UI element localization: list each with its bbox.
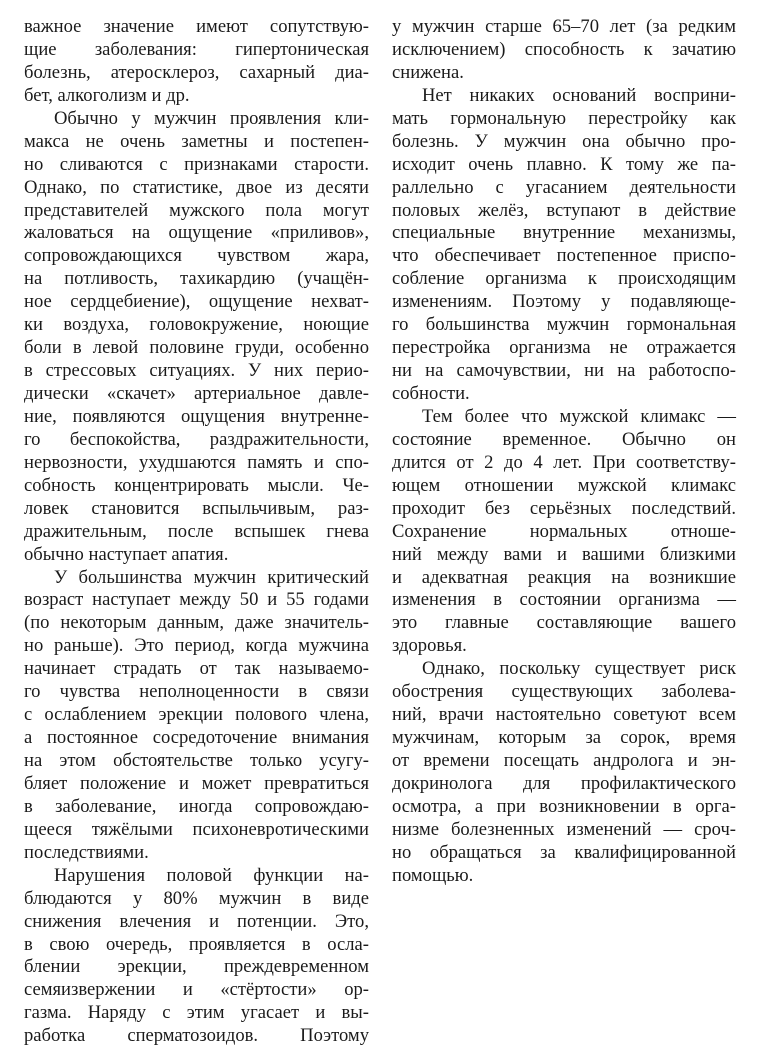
text-line: что обеспечивает постепенное приспо- xyxy=(392,245,736,267)
text-line: исключением) способность к зачатию xyxy=(392,38,736,60)
text-line: начинает страдать от так называемо- xyxy=(24,658,369,680)
text-line: ное сердцебиение), ощущение нехват- xyxy=(24,291,369,313)
text-line: го большинства мужчин гормональная xyxy=(392,314,736,336)
text-line: ний между вами и вашими близкими xyxy=(392,543,736,565)
text-line: болезнь, атеросклероз, сахарный диа- xyxy=(24,61,369,83)
text-line: ний, врачи настоятельно советуют всем xyxy=(392,704,736,726)
text-line: семяизвержении и «стёртости» ор- xyxy=(24,979,369,1001)
text-line: ни на самочувствии, ни на работоспо- xyxy=(392,360,736,382)
text-line: Нет никаких оснований восприни- xyxy=(422,84,736,106)
text-line: Тем более что мужской климакс — xyxy=(422,405,736,427)
text-line: и адекватная реакция на возникшие xyxy=(392,566,736,588)
text-line: представителей мужского пола могут xyxy=(24,199,369,221)
text-line: дически «скачет» артериальное давле- xyxy=(24,383,369,404)
text-line: сопровождающихся чувством жара, xyxy=(24,245,369,267)
text-line: изменениям. Поэтому у подавляюще- xyxy=(392,291,736,313)
text-line: работка сперматозоидов. Поэтому xyxy=(24,1025,369,1047)
text-line: го чувства неполноценности в связи xyxy=(24,681,369,703)
text-line: жаловаться на ощущение «приливов», xyxy=(24,222,369,244)
text-line: ющем отношении мужской климакс xyxy=(392,474,736,496)
text-line: собление организма к происходящим xyxy=(392,268,736,290)
text-line: собности. xyxy=(392,383,470,404)
text-line: возраст наступает между 50 и 55 годами xyxy=(24,589,369,611)
paragraph xyxy=(392,85,736,406)
text-line: ки воздуха, головокружение, ноющие xyxy=(24,314,369,336)
text-line: но обращаться за квалифицированной xyxy=(392,841,736,863)
text-line: это главные составляющие вашего xyxy=(392,612,736,634)
left-text-column xyxy=(24,16,369,1048)
text-line: ние, появляются ощущения внутренне- xyxy=(24,405,369,427)
text-line: состояние временное. Обычно он xyxy=(392,428,736,450)
text-line: половых желёз, вступают в действие xyxy=(392,199,736,221)
text-line: (по некоторым данным, даже значитель- xyxy=(24,612,369,634)
text-line: ловек становится вспыльчивым, раз- xyxy=(24,497,369,519)
text-line: газма. Наряду с этим угасает и вы- xyxy=(24,1002,369,1024)
text-line: на этом обстоятельстве только усугу- xyxy=(24,750,369,771)
text-line: бляет положение и может превратиться xyxy=(24,772,369,794)
text-line: осмотра, а при возникновении в орга- xyxy=(392,795,736,817)
text-line: мать гормональную перестройку как xyxy=(392,107,736,129)
text-line: на потливость, тахикардию (учащён- xyxy=(24,268,369,290)
text-line: специальные внутренние механизмы, xyxy=(392,222,736,244)
text-line: в заболевание, иногда сопровождаю- xyxy=(24,795,369,817)
text-line: блюдаются у 80% мужчин в виде xyxy=(24,887,369,909)
text-line: Обычно у мужчин проявления кли- xyxy=(54,107,369,129)
text-line: собность концентрировать мысли. Че- xyxy=(24,474,369,496)
paragraph xyxy=(24,16,369,108)
text-line: нервозности, ухудшаются память и спо- xyxy=(24,451,369,473)
text-line: Нарушения половой функции на- xyxy=(54,864,369,886)
text-line: У большинства мужчин критический xyxy=(54,566,369,588)
text-line: но сливаются с признаками старости. xyxy=(24,153,369,175)
text-line: докринолога для профилактического xyxy=(392,772,736,794)
text-line: последствиями. xyxy=(24,841,149,863)
text-line: щееся тяжёлыми психоневротическими xyxy=(24,818,369,840)
text-line: снижена. xyxy=(392,61,464,83)
paragraph xyxy=(392,16,736,85)
paragraph xyxy=(392,658,736,887)
text-line: обычно наступает апатия. xyxy=(24,543,229,565)
paragraph xyxy=(392,406,736,658)
text-line: длится от 2 до 4 лет. При соответству- xyxy=(392,451,736,473)
text-line: в свою очередь, проявляется в осла- xyxy=(24,933,369,955)
text-line: раллельно с угасанием деятельности xyxy=(392,176,736,198)
text-line: Сохранение нормальных отноше- xyxy=(392,520,736,542)
text-line: исходит очень плавно. К тому же па- xyxy=(392,153,736,175)
text-line: здоровья. xyxy=(392,635,467,657)
text-line: дражительным, после вспышек гнева xyxy=(24,520,369,542)
text-line: перестройка организма не отражается xyxy=(392,337,736,359)
text-line: го беспокойства, раздражительности, xyxy=(24,428,369,450)
text-line: болезнь. У мужчин она обычно про- xyxy=(392,130,736,152)
text-line: у мужчин старше 65–70 лет (за редким xyxy=(392,16,736,37)
right-text-column xyxy=(392,16,736,888)
text-line: низме болезненных изменений — сроч- xyxy=(392,818,736,840)
text-line: боли в левой половине груди, особенно xyxy=(24,337,369,359)
text-line: Однако, поскольку существует риск xyxy=(422,658,736,680)
text-line: мужчинам, которым за сорок, время xyxy=(392,727,736,749)
text-line: макса не очень заметны и постепен- xyxy=(24,130,369,152)
paragraph xyxy=(24,108,369,567)
text-line: проходит без серьёзных последствий. xyxy=(392,497,736,519)
paragraph xyxy=(24,567,369,865)
text-line: блении эрекции, преждевременном xyxy=(24,956,369,978)
text-line: помощью. xyxy=(392,864,474,886)
text-line: но раньше). Это период, когда мужчина xyxy=(24,635,369,657)
paragraph xyxy=(24,865,369,1049)
text-line: обострения существующих заболева- xyxy=(392,681,736,703)
text-line: Однако, по статистике, двое из десяти xyxy=(24,176,369,198)
text-line: от времени посещать андролога и эн- xyxy=(392,750,736,771)
text-line: снижения влечения и потенции. Это, xyxy=(24,910,369,932)
text-line: в стрессовых ситуациях. У них перио- xyxy=(24,360,369,382)
text-line: изменения в состоянии организма — xyxy=(392,589,736,611)
text-line: бет, алкоголизм и др. xyxy=(24,84,190,106)
text-line: щие заболевания: гипертоническая xyxy=(24,38,369,60)
text-line: а постоянное сосредоточение внимания xyxy=(24,727,369,749)
text-line: важное значение имеют сопутствую- xyxy=(24,16,369,37)
text-line: с ослаблением эрекции полового члена, xyxy=(24,704,369,726)
